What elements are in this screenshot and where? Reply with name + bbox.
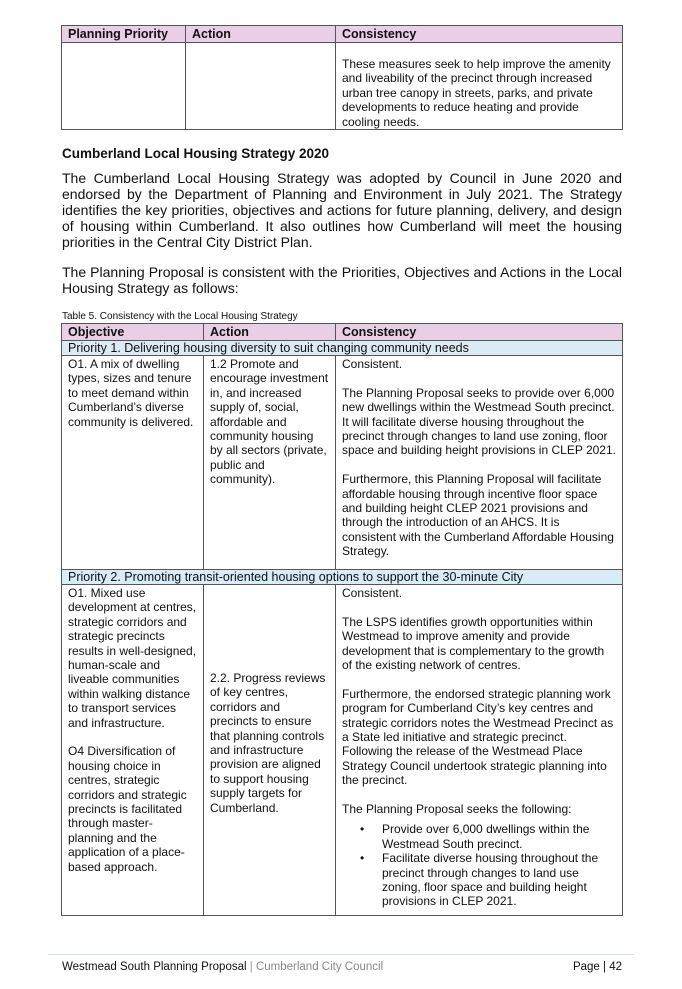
priority-2-consistency bbox=[336, 585, 623, 916]
priority-1-action: 1.2 Promote and encourage investment in, and increased supply of, social, affordable and community housing by all sectors (private, public and community). bbox=[204, 356, 336, 570]
priority-1-objective: O1. A mix of dwelling types, sizes and tenure to meet demand within Cumberland’s diverse community is delivered. bbox=[62, 356, 204, 570]
footer-divider bbox=[48, 954, 634, 955]
page-number: 42 bbox=[609, 961, 622, 973]
bullet-list bbox=[342, 822, 616, 908]
housing-strategy-table bbox=[61, 323, 623, 916]
consistency-cell bbox=[336, 43, 623, 130]
consistency-paragraph: The Planning Proposal is consistent with the Priorities, Objectives and Actions in the Local Housing Strategy as follows: bbox=[62, 264, 622, 296]
consistency-text: Consistent. bbox=[342, 586, 403, 600]
consistency-text: These measures seek to help improve the amenity and liveability of the precinct through increased urban tree canopy in streets, parks, and private developments to reduce heating and provide cooling needs. bbox=[342, 57, 611, 129]
priority-2-action bbox=[204, 585, 336, 916]
organisation-name: Cumberland City Council bbox=[255, 961, 384, 973]
header-consistency: Consistency bbox=[336, 26, 623, 43]
consistency-text: The Planning Proposal seeks the following: bbox=[342, 802, 572, 817]
consistency-text: Furthermore, the endorsed strategic planning work program for Cumberland City’s key centres and strategic corridors notes the Westmead Precinct as a State led initiative and strategic precinct. Following the release of the Westmead Place Strategy Council undertook strategic planning into the precinct. bbox=[342, 686, 614, 788]
footer-title bbox=[62, 961, 383, 973]
list-item: • Provide over 6,000 dwellings within the Westmead South precinct. bbox=[382, 822, 616, 851]
priority-1-consistency bbox=[336, 356, 623, 570]
section-heading: Cumberland Local Housing Strategy 2020 bbox=[62, 146, 330, 161]
intro-paragraph: The Cumberland Local Housing Strategy was adopted by Council in June 2020 and endorsed by the Department of Planning and Environment in July 2021. The Strategy identifies the key priorities, objectives and actions for future planning, delivery, and design of housing within Cumberland. It also outlines how Cumberland will meet the housing priorities in the Central City District Plan. bbox=[62, 170, 622, 250]
action-cell bbox=[186, 43, 336, 130]
action-text: 2.2. Progress reviews of key centres, corridors and precincts to ensure that planning controls and infrastructure provision are aligned to support housing supply targets for Cumberland. bbox=[210, 671, 326, 815]
page-label: Page | bbox=[572, 961, 606, 973]
consistency-text: Furthermore, this Planning Proposal will facilitate affordable housing through incentive floor space and building height CLEP 2021 provisions and through the introduction of an AHCS. It is consistent with the Cumberland Affordable Housing Strategy. bbox=[342, 472, 614, 559]
header-consistency: Consistency bbox=[336, 324, 623, 341]
document-title: Westmead South Planning Proposal bbox=[62, 961, 247, 973]
objective-text: O1. Mixed use development at centres, strategic corridors and strategic precincts results in well-designed, human-scale and liveable communities within walking distance to transport services and infrastructure. bbox=[68, 586, 197, 730]
consistency-text: The Planning Proposal seeks to provide over 6,000 new dwellings within the Westmead South precinct. It will facilitate diverse housing throughout the precinct through changes to land use zoning, floor space and building height provisions in CLEP 2021. bbox=[342, 385, 616, 458]
consistency-text: Consistent. bbox=[342, 357, 403, 371]
header-action: Action bbox=[186, 26, 336, 43]
page-indicator bbox=[573, 961, 622, 973]
priority-2-objectives bbox=[62, 585, 204, 916]
priority-cell bbox=[62, 43, 186, 130]
footer-separator: | bbox=[249, 961, 253, 973]
header-planning-priority: Planning Priority bbox=[62, 26, 186, 43]
list-item: • Facilitate diverse housing throughout the precinct through changes to land use zoning, floor space and building height provisions in CLEP 2021. bbox=[382, 851, 616, 909]
priority-1-title: Priority 1. Delivering housing diversity to suit changing community needs bbox=[62, 341, 623, 356]
header-objective: Objective bbox=[62, 324, 204, 341]
objective-text: O4 Diversification of housing choice in centres, strategic corridors and strategic precincts is facilitated through master-planning and the application of a place-based approach. bbox=[68, 744, 187, 874]
priority-2-title: Priority 2. Promoting transit-oriented housing options to support the 30-minute City bbox=[62, 570, 623, 585]
consistency-text: The LSPS identifies growth opportunities within Westmead to improve amenity and provide development that is complementary to the growth of the existing network of centres. bbox=[342, 614, 605, 673]
table-caption: Table 5. Consistency with the Local Housing Strategy bbox=[62, 311, 298, 322]
continuation-table bbox=[61, 25, 623, 130]
header-action: Action bbox=[204, 324, 336, 341]
